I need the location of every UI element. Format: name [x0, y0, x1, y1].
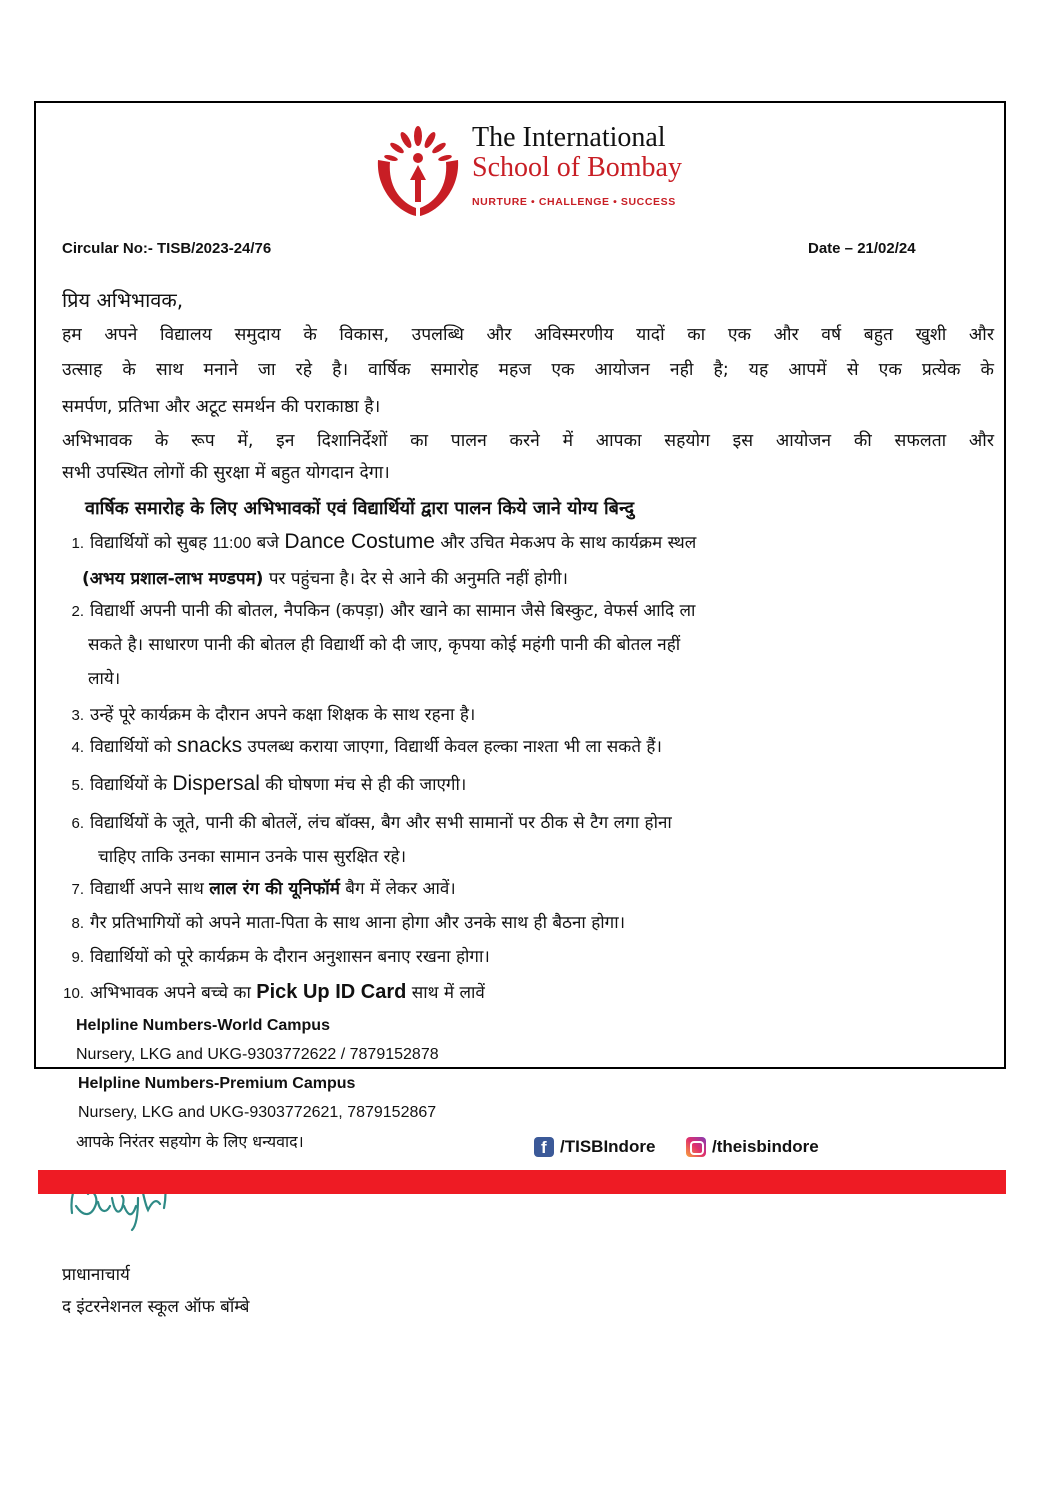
facebook-handle[interactable]: f /TISBIndore	[534, 1136, 655, 1158]
greeting: प्रिय अभिभावक,	[62, 288, 184, 312]
school-logo	[368, 120, 698, 220]
helpline-premium-numbers: Nursery, LKG and UKG-9303772621, 7879152867	[78, 1104, 437, 1121]
list-item-continuation: चाहिए ताकि उनका सामान उनके पास सुरक्षित रहे।	[98, 847, 407, 867]
facebook-icon: f	[534, 1137, 554, 1157]
school-name-line1: The International	[472, 122, 666, 153]
helpline-world-numbers: Nursery, LKG and UKG-9303772622 / 7879152878	[76, 1046, 439, 1063]
intro-line-5: सभी उपस्थित लोगों की सुरक्षा में बहुत योगदान देगा।	[62, 463, 390, 483]
intro-line-4: अभिभावक के रूप में, इन दिशानिर्देशों का पालन करने में आपका सहयोग इस आयोजन की सफलता और	[62, 431, 994, 451]
helpline-premium-title: Helpline Numbers-Premium Campus	[78, 1075, 356, 1092]
thanks-note: आपके निरंतर सहयोग के लिए धन्यवाद।	[76, 1132, 304, 1151]
school-tagline: NURTURE • CHALLENGE • SUCCESS	[472, 196, 676, 208]
signatory-title: प्राधानाचार्य	[62, 1265, 130, 1285]
list-item: 3. उन्हें पूरे कार्यक्रम के दौरान अपने कक्षा शिक्षक के साथ रहना है।	[71, 705, 476, 725]
intro-line-3: समर्पण, प्रतिभा और अटूट समर्थन की पराकाष्ठा है।	[62, 397, 381, 417]
list-item: 8. गैर प्रतिभागियों को अपने माता-पिता के साथ आना होगा और उनके साथ ही बैठना होगा।	[71, 913, 626, 933]
list-item-continuation: (अभय प्रशाल-लाभ मण्डपम) पर पहुंचना है। देर से आने की अनुमति नहीं होगी।	[82, 569, 569, 589]
list-item: 10. अभिभावक अपने बच्चे का Pick Up ID Card साथ में लावें	[63, 981, 485, 1003]
instagram-icon	[686, 1137, 706, 1157]
lotus-hands-icon	[368, 120, 468, 220]
list-item: 4. विद्यार्थियों को snacks उपलब्ध कराया जाएगा, विद्यार्थी केवल हल्का नाश्ता भी ला सकते हैं।	[71, 734, 662, 757]
list-item-continuation: सकते है। साधारण पानी की बोतल ही विद्यार्थी को दी जाए, कृपया कोई महंगी पानी की बोतल नहीं	[88, 635, 681, 655]
guidelines-heading: वार्षिक समारोह के लिए अभिभावकों एवं विद्यार्थियों द्वारा पालन किये जाने योग्य बिन्दु	[85, 498, 635, 519]
list-item: 7. विद्यार्थी अपने साथ लाल रंग की यूनिफॉर्म बैग में लेकर आवें।	[71, 879, 456, 899]
intro-line-1: हम अपने विद्यालय समुदाय के विकास, उपलब्धि और अविस्मरणीय यादों का एक और वर्ष बहुत खुशी और	[62, 325, 994, 345]
signatory-organization: द इंटरनेशनल स्कूल ऑफ बॉम्बे	[62, 1297, 250, 1317]
intro-line-2: उत्साह के साथ मनाने जा रहे है। वार्षिक समारोह महज एक आयोजन नही है; यह आपमें से एक प्रत्येक के	[62, 360, 994, 380]
school-name-line2: School of Bombay	[472, 152, 682, 183]
list-item: 1. विद्यार्थियों को सुबह 11:00 बजे Dance Costume और उचित मेकअप के साथ कार्यक्रम स्थल	[71, 530, 697, 553]
list-item: 2. विद्यार्थी अपनी पानी की बोतल, नैपकिन (कपड़ा) और खाने का सामान जैसे बिस्कुट, वेफर्स आदि ला	[71, 601, 696, 621]
circular-date: Date – 21/02/24	[808, 240, 916, 257]
helpline-world-title: Helpline Numbers-World Campus	[76, 1017, 330, 1034]
list-item-continuation: लाये।	[88, 669, 121, 689]
list-item: 5. विद्यार्थियों के Dispersal की घोषणा मंच से ही की जाएगी।	[71, 772, 467, 795]
footer-red-bar	[38, 1170, 1006, 1194]
list-item: 6. विद्यार्थियों के जूते, पानी की बोतलें, लंच बॉक्स, बैग और सभी सामानों पर ठीक से टैग लगा होना	[71, 813, 672, 833]
circular-number: Circular No:- TISB/2023-24/76	[62, 240, 272, 257]
list-item: 9. विद्यार्थियों को पूरे कार्यक्रम के दौरान अनुशासन बनाए रखना होगा।	[71, 947, 490, 967]
instagram-handle[interactable]: /theisbindore	[686, 1136, 819, 1158]
